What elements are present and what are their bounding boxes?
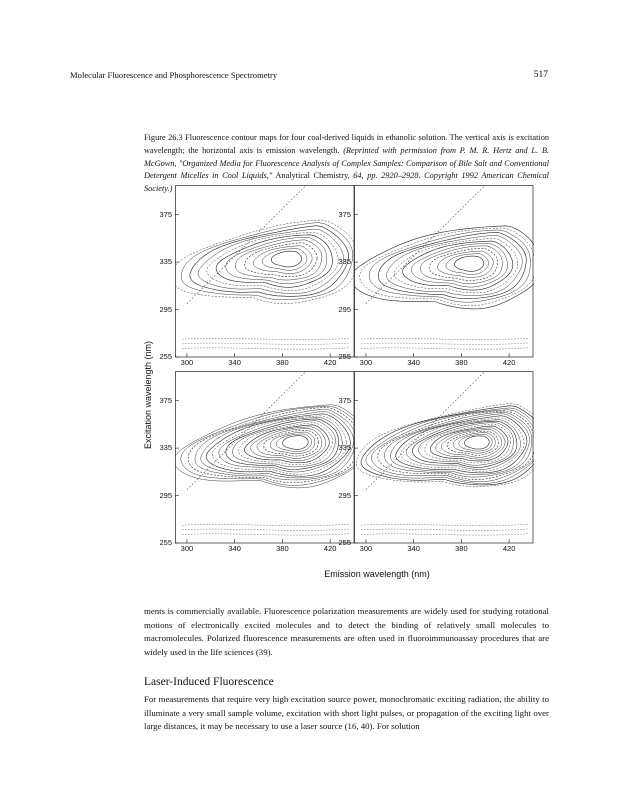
contour-line xyxy=(438,251,494,277)
contour-line xyxy=(420,246,502,284)
x-axis-label: Emission wavelength (nm) xyxy=(324,569,430,579)
x-tick-label: 340 xyxy=(407,358,420,367)
contour-line xyxy=(366,408,534,484)
x-tick-label: 380 xyxy=(455,358,468,367)
baseline-contour xyxy=(182,534,349,535)
baseline-contour xyxy=(361,529,528,530)
x-tick-label: 340 xyxy=(407,544,420,553)
y-tick-label: 255 xyxy=(159,538,172,547)
y-tick-label: 295 xyxy=(338,304,351,314)
contour-line xyxy=(396,416,527,473)
contour-panel-top-right xyxy=(354,185,553,368)
body-paragraph-1: ments is commercially available. Fluorescence polarization measurements are widely used for studying rotational motions of electronically excited molecules and to detect the binding of relatively small molecules to macromolecules. Polarized fluorescence measurements are often used in fluoroimmunoassay procedures that are widely used in the life sciences (39). xyxy=(144,606,549,657)
y-tick-label: 295 xyxy=(159,490,172,500)
y-tick-label: 375 xyxy=(159,209,172,219)
y-tick-label: 335 xyxy=(338,443,351,453)
x-tick-label: 380 xyxy=(276,358,289,367)
y-tick-label: 375 xyxy=(338,209,351,219)
x-tick-label: 380 xyxy=(276,544,289,553)
contour-line xyxy=(429,248,498,280)
y-tick-label: 255 xyxy=(338,352,351,361)
y-tick-label: 335 xyxy=(159,257,172,267)
contour-line xyxy=(430,426,508,461)
contour-plot-bottom-right xyxy=(354,371,534,544)
scatter-diagonal xyxy=(366,185,485,304)
body-paragraph-2: For measurements that require very high excitation source power, monochromatic exciting radiation, the ability to illuminate a very small sample volume, excitation with short light pulses, or propagation of the exciting light over large distances, it may be necessary to use a laser source (16, 40). For solution xyxy=(144,694,549,732)
caption-citation-1: (Reprinted with permission from P. M. R. Hertz and L. B. McGown, "Organized Media for Fluorescence Analysis of Complex Samples: Comparison of Bile Salt and Conventional Detergent Micelles in Cool Liquids," xyxy=(144,145,549,181)
contour-line xyxy=(425,424,511,463)
running-title: Molecular Fluorescence and Phosphorescence Spectrometry xyxy=(70,70,278,80)
baseline-contour xyxy=(182,524,349,525)
contour-line xyxy=(401,418,524,472)
contour-line xyxy=(207,232,338,291)
y-tick-label: 375 xyxy=(338,395,351,405)
contour-line xyxy=(283,436,309,450)
contour-line xyxy=(441,430,502,458)
x-tick-label: 420 xyxy=(323,358,337,367)
y-tick-label: 295 xyxy=(159,304,172,314)
contour-plot-top-right xyxy=(354,185,534,358)
contour-line xyxy=(411,244,507,288)
caption-lead: Figure 26.3 Fluorescence contour maps for four coal-derived liquids in ethanolic solution. The vertical axis is excitation wavelength; the horizontal axis is emission wavelength. xyxy=(144,133,549,155)
x-tick-label: 420 xyxy=(502,544,516,553)
baseline-contour xyxy=(361,348,528,349)
y-axis-label: Excitation wavelength (nm) xyxy=(143,340,153,450)
contour-line xyxy=(216,235,332,287)
y-tick-label: 375 xyxy=(159,395,172,405)
x-tick-label: 300 xyxy=(359,544,373,553)
baseline-contour xyxy=(182,343,349,344)
contour-figure xyxy=(142,185,562,585)
contour-line xyxy=(271,251,301,267)
contour-panel-bottom-right xyxy=(354,371,553,554)
baseline-contour xyxy=(182,529,349,530)
y-tick-label: 255 xyxy=(159,352,172,361)
baseline-contour xyxy=(182,348,349,349)
contour-line xyxy=(219,417,342,472)
x-tick-label: 340 xyxy=(228,544,241,553)
section-heading: Laser-Induced Fluorescence xyxy=(144,676,274,688)
contour-line xyxy=(459,434,492,451)
x-tick-label: 420 xyxy=(502,358,516,367)
contour-line xyxy=(403,241,513,290)
x-tick-label: 300 xyxy=(180,358,194,367)
y-tick-label: 295 xyxy=(338,490,351,500)
x-tick-label: 300 xyxy=(359,358,373,367)
x-tick-label: 420 xyxy=(323,544,337,553)
baseline-contour xyxy=(361,524,528,525)
x-tick-label: 300 xyxy=(180,544,194,553)
y-tick-label: 335 xyxy=(159,443,172,453)
baseline-contour xyxy=(182,338,349,339)
contour-line xyxy=(190,226,349,297)
caption-citation-2: 64, pp. 2920–2928. Copyright 1992 American Chemical Society.) xyxy=(144,171,549,194)
y-tick-label: 335 xyxy=(338,257,351,267)
page-number: 517 xyxy=(533,70,548,80)
baseline-contour xyxy=(361,343,528,344)
contour-line xyxy=(369,230,530,302)
x-tick-label: 340 xyxy=(228,358,241,367)
contour-line xyxy=(454,256,483,271)
caption-journal: Analytical Chemistry, xyxy=(272,171,354,181)
y-tick-label: 255 xyxy=(338,538,351,547)
baseline-contour xyxy=(361,338,528,339)
contour-line xyxy=(251,427,326,461)
baseline-contour xyxy=(361,534,528,535)
x-tick-label: 380 xyxy=(455,544,468,553)
contour-line xyxy=(465,436,490,449)
running-header xyxy=(70,70,548,82)
